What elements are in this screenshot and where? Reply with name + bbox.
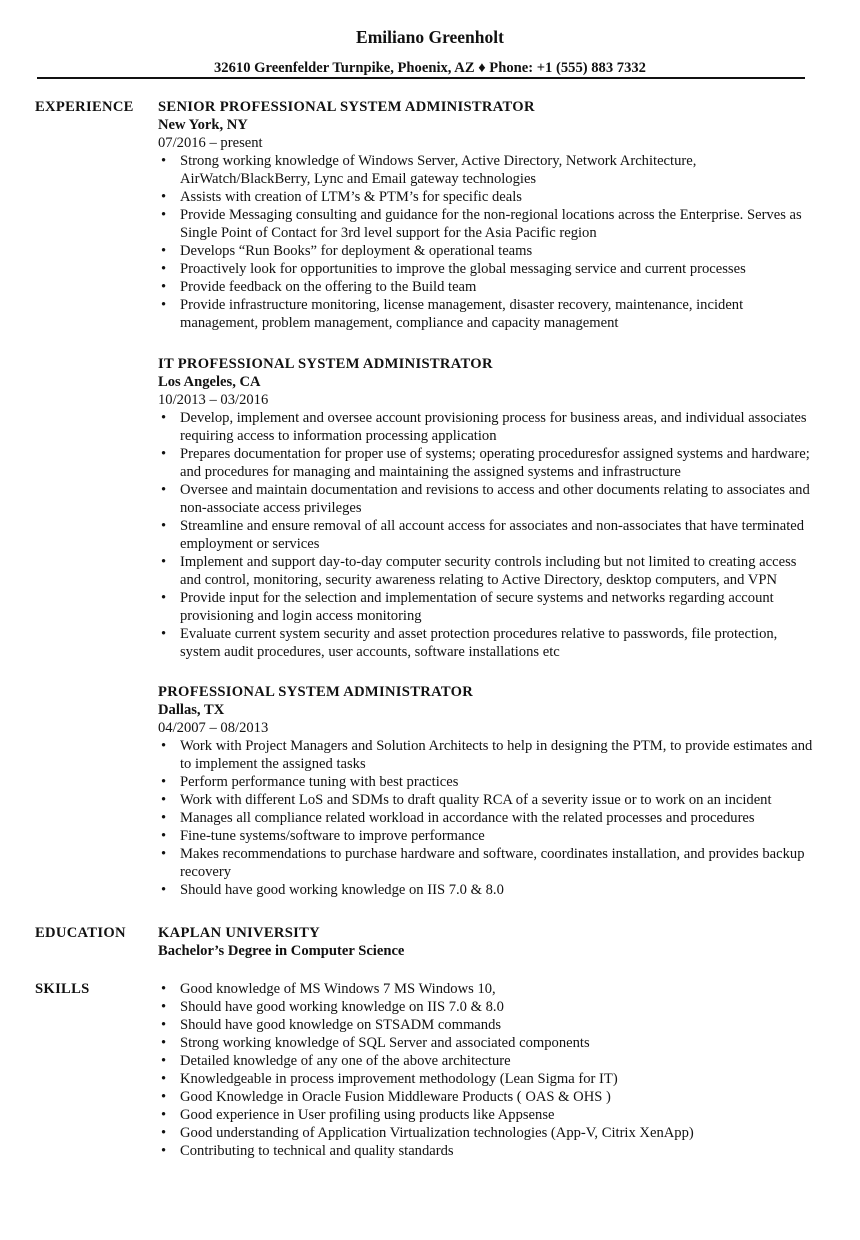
bullet-item: • Should have good working knowledge on IIS 7.0 & 8.0 (158, 881, 818, 899)
skill-item: • Should have good knowledge on STSADM commands (158, 1016, 818, 1034)
skill-item: • Detailed knowledge of any one of the above architecture (158, 1052, 818, 1070)
skills-heading: SKILLS (35, 981, 90, 997)
skill-item: • Contributing to technical and quality standards (158, 1142, 818, 1160)
job-bullets (158, 737, 818, 899)
job-location: New York, NY (158, 117, 248, 133)
bullet-item: • Provide infrastructure monitoring, license management, disaster recovery, maintenance, incident management, problem management, compliance and capacity management (158, 296, 818, 332)
job-entry-1 (158, 98, 818, 332)
bullet-item: • Perform performance tuning with best practices (158, 773, 818, 791)
job-dates: 04/2007 – 08/2013 (158, 720, 269, 736)
bullet-item: • Fine-tune systems/software to improve performance (158, 827, 818, 845)
bullet-item: • Manages all compliance related workload in accordance with the related processes and procedures (158, 809, 818, 827)
job-title: IT PROFESSIONAL SYSTEM ADMINISTRATOR (158, 356, 493, 372)
job-bullets (158, 409, 818, 661)
bullet-item: • Streamline and ensure removal of all account access for associates and non-associates that have terminated employment or services (158, 517, 818, 553)
job-dates: 10/2013 – 03/2016 (158, 392, 269, 408)
skill-item: • Good knowledge of MS Windows 7 MS Windows 10, (158, 980, 818, 998)
header-divider (37, 77, 805, 79)
job-entry-3 (158, 683, 818, 899)
bullet-item: • Makes recommendations to purchase hardware and software, coordinates installation, and provides backup recovery (158, 845, 818, 881)
bullet-item: • Prepares documentation for proper use of systems; operating proceduresfor assigned systems and hardware; and procedures for managing and maintaining the assigned systems and infrastructure (158, 445, 818, 481)
skill-item: • Good experience in User profiling using products like Appsense (158, 1106, 818, 1124)
experience-heading: EXPERIENCE (35, 99, 134, 115)
bullet-item: • Provide feedback on the offering to the Build team (158, 278, 818, 296)
skills-entry (158, 980, 818, 1160)
bullet-item: • Evaluate current system security and asset protection procedures relative to passwords, file protection, system audit procedures, user accounts, software installations etc (158, 625, 818, 661)
skill-item: • Good understanding of Application Virtualization technologies (App-V, Citrix XenApp) (158, 1124, 818, 1142)
degree: Bachelor’s Degree in Computer Science (158, 943, 405, 959)
skill-item: • Should have good working knowledge on IIS 7.0 & 8.0 (158, 998, 818, 1016)
job-title: PROFESSIONAL SYSTEM ADMINISTRATOR (158, 684, 474, 700)
resume-name: Emiliano Greenholt (356, 27, 504, 47)
job-title: SENIOR PROFESSIONAL SYSTEM ADMINISTRATOR (158, 99, 535, 115)
bullet-item: • Assists with creation of LTM’s & PTM’s for specific deals (158, 188, 818, 206)
job-bullets (158, 152, 818, 332)
bullet-item: • Provide input for the selection and implementation of secure systems and networks regarding account provisioning and login access monitoring (158, 589, 818, 625)
bullet-item: • Develops “Run Books” for deployment & operational teams (158, 242, 818, 260)
skill-item: • Strong working knowledge of SQL Server and associated components (158, 1034, 818, 1052)
bullet-item: • Work with different LoS and SDMs to draft quality RCA of a severity issue or to work on an incident (158, 791, 818, 809)
job-entry-2 (158, 355, 818, 661)
bullet-item: • Work with Project Managers and Solution Architects to help in designing the PTM, to provide estimates and to implement the assigned tasks (158, 737, 818, 773)
bullet-item: • Proactively look for opportunities to improve the global messaging service and current processes (158, 260, 818, 278)
skills-list (158, 980, 818, 1160)
education-entry (158, 924, 818, 960)
skill-item: • Good Knowledge in Oracle Fusion Middleware Products ( OAS & OHS ) (158, 1088, 818, 1106)
bullet-item: • Oversee and maintain documentation and revisions to access and other documents relating to associates and non-associate access privileges (158, 481, 818, 517)
job-location: Los Angeles, CA (158, 374, 261, 390)
skill-item: • Knowledgeable in process improvement methodology (Lean Sigma for IT) (158, 1070, 818, 1088)
job-dates: 07/2016 – present (158, 135, 263, 151)
bullet-item: • Implement and support day-to-day computer security controls including but not limited to creating access and control, monitoring, security awareness relating to Active Directory, desktop computers, and VPN (158, 553, 818, 589)
job-location: Dallas, TX (158, 702, 225, 718)
contact-line: 32610 Greenfelder Turnpike, Phoenix, AZ ♦ Phone: +1 (555) 883 7332 (214, 60, 646, 76)
school-name: KAPLAN UNIVERSITY (158, 925, 321, 941)
education-heading: EDUCATION (35, 925, 126, 941)
bullet-item: • Provide Messaging consulting and guidance for the non-regional locations across the Enterprise. Serves as Single Point of Contact for 3rd level support for the Asia Pacific region (158, 206, 818, 242)
bullet-item: • Strong working knowledge of Windows Server, Active Directory, Network Architecture, AirWatch/BlackBerry, Lync and Email gateway technologies (158, 152, 818, 188)
bullet-item: • Develop, implement and oversee account provisioning process for business areas, and individual associates requiring access to information processing application (158, 409, 818, 445)
